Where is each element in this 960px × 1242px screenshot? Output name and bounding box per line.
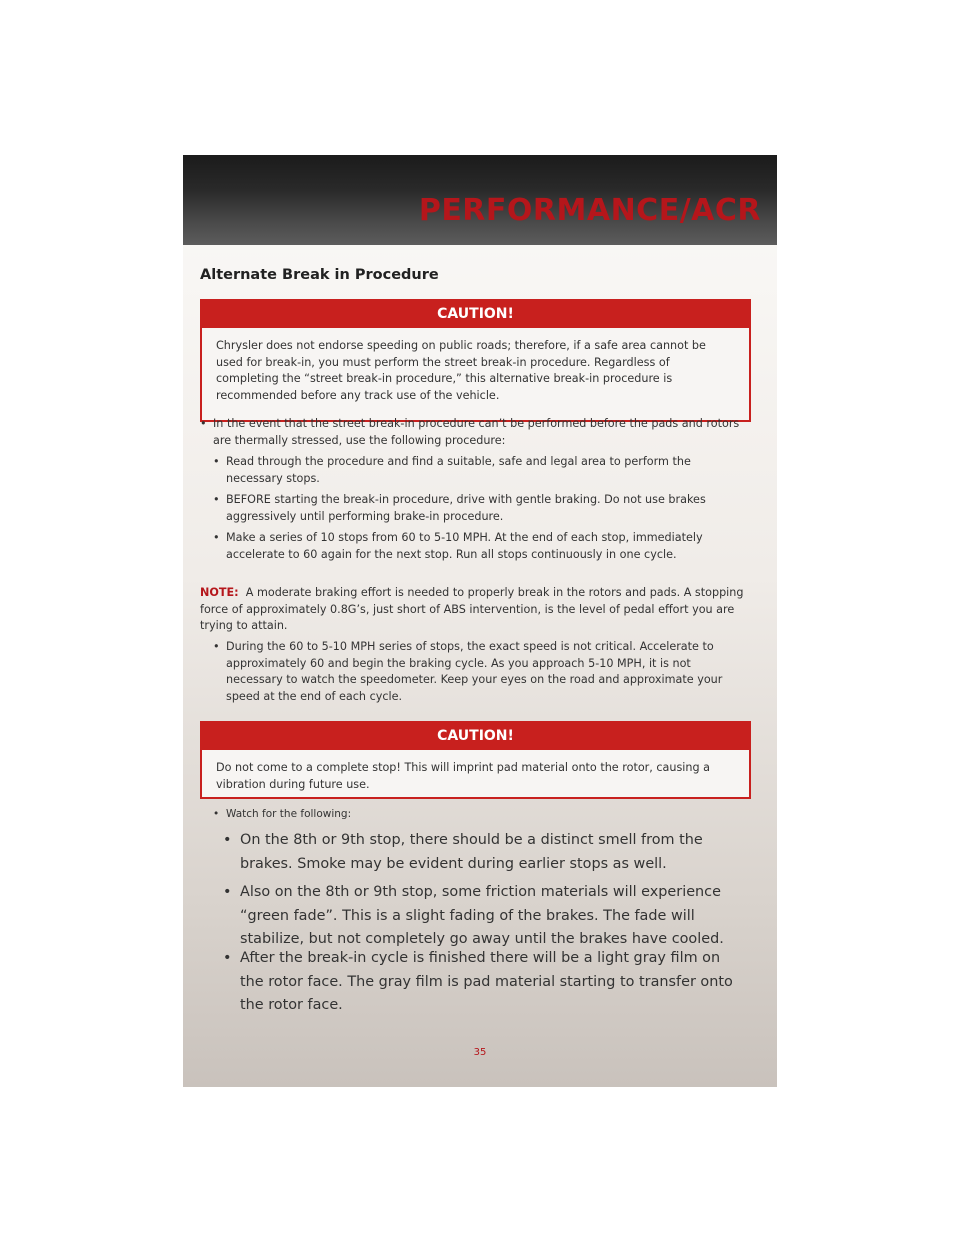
bullet-dot: • [200, 417, 207, 430]
bullet-text: Make a series of 10 stops from 60 to 5-10 MPH. At the end of each stop, immediately accelerate to 60 again for the next stop. Run all stops continuously in one cycle. [226, 531, 703, 561]
bullet-text: Also on the 8th or 9th stop, some friction materials will experience “green fade”. This is a slight fading of the brakes. The fade will stabilize, but not completely go away until the brakes have cooled. [240, 884, 724, 947]
watch-item [223, 881, 745, 952]
bullet-text: BEFORE starting the break-in procedure, drive with gentle braking. Do not use brakes aggressively until performing brake-in procedure. [226, 493, 706, 523]
page-header [183, 155, 777, 245]
bullet-text: During the 60 to 5-10 MPH series of stops, the exact speed is not critical. Accelerate to approximately 60 and begin the braking cycle. As you approach 5-10 MPH, it is not necessary to watch the speedometer. Keep your eyes on the road and approximate your speed at the end of each cycle. [226, 640, 723, 703]
caution-heading: CAUTION! [202, 301, 749, 328]
bullet-text: Watch for the following: [226, 808, 352, 820]
bullet-dot: • [223, 832, 232, 848]
sub-bullet-item [213, 492, 733, 525]
bullet-text: Read through the procedure and find a suitable, safe and legal area to perform the necessary stops. [226, 455, 691, 485]
header-title: PERFORMANCE/ACR [418, 193, 761, 228]
watch-item [223, 947, 745, 1018]
caution-text: Chrysler does not endorse speeding on public roads; therefore, if a safe area cannot be used for break-in, you must perform the street break-in procedure. Regardless of completing the “street break-in procedure,” this alternative break-in procedure is recommended before any track use of the vehicle. [216, 339, 706, 402]
caution-heading: CAUTION! [202, 723, 749, 750]
bullet-item [200, 416, 753, 449]
bullet-dot: • [213, 531, 220, 544]
bullet-dot: • [213, 493, 220, 506]
note-label: NOTE: [200, 586, 239, 599]
bullet-text: After the break-in cycle is finished there will be a light gray film on the rotor face. The gray film is pad material starting to transfer onto the rotor face. [240, 950, 733, 1013]
bullet-dot: • [213, 808, 220, 820]
caution-box [200, 721, 751, 799]
sub-bullet-item [213, 806, 733, 823]
page-number: 35 [473, 1047, 487, 1058]
sub-bullet-item [213, 639, 738, 705]
bullet-dot: • [223, 884, 232, 900]
note-text: A moderate braking effort is needed to properly break in the rotors and pads. A stopping force of approximately 0.8G’s, just short of ABS intervention, is the level of pedal effort you are trying to attain. [200, 586, 744, 633]
sub-bullet-item [213, 454, 733, 487]
caution-text: Do not come to a complete stop! This will imprint pad material onto the rotor, causing a vibration during future use. [216, 761, 711, 791]
manual-page [183, 155, 777, 1087]
watch-item [223, 829, 745, 876]
bullet-dot: • [213, 640, 220, 653]
caution-box [200, 299, 751, 422]
sub-bullet-item [213, 530, 733, 563]
note-paragraph [200, 585, 750, 635]
section-title: Alternate Break in Procedure [200, 267, 439, 283]
bullet-dot: • [223, 950, 232, 966]
bullet-text: On the 8th or 9th stop, there should be a distinct smell from the brakes. Smoke may be evident during earlier stops as well. [240, 832, 703, 872]
bullet-dot: • [213, 455, 220, 468]
bullet-text: In the event that the street break-in procedure can’t be performed before the pads and rotors are thermally stressed, use the following procedure: [213, 417, 740, 447]
